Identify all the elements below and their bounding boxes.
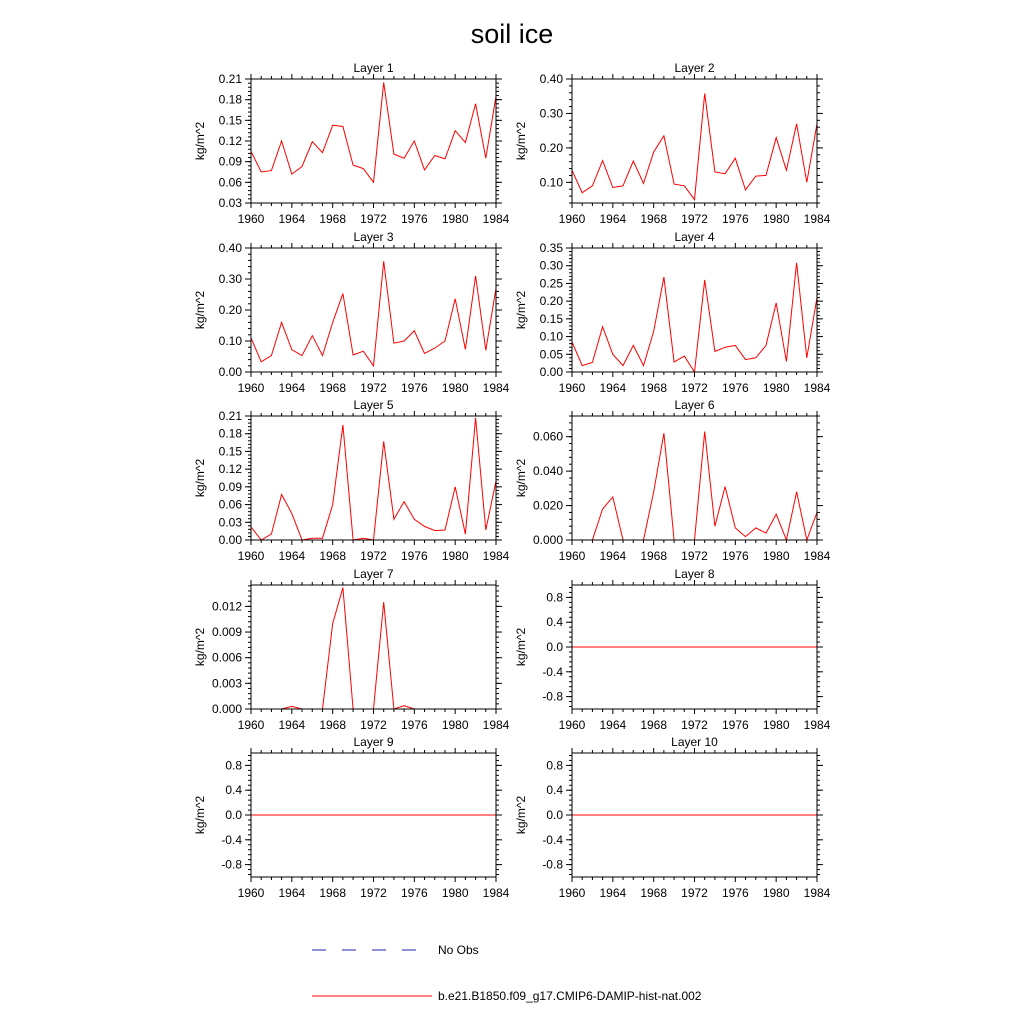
y-tick-label: 0.8 bbox=[546, 590, 563, 605]
panel-title: Layer 1 bbox=[353, 61, 394, 75]
y-tick-label: 0.25 bbox=[539, 276, 563, 291]
plot-frame bbox=[251, 79, 496, 203]
series-line bbox=[251, 418, 496, 540]
y-axis-label: kg/m^2 bbox=[514, 795, 528, 835]
panel-layer-6 bbox=[514, 398, 831, 563]
y-tick-label: 0.09 bbox=[218, 479, 242, 494]
plot-frame bbox=[251, 248, 496, 372]
panel-title: Layer 10 bbox=[671, 735, 718, 749]
y-tick-label: 0.20 bbox=[539, 140, 563, 155]
legend-label-model-run: b.e21.B1850.f09_g17.CMIP6-DAMIP-hist-nat.002 bbox=[438, 989, 702, 1003]
series-line bbox=[251, 588, 496, 709]
x-tick-label: 1984 bbox=[482, 549, 510, 563]
y-tick-label: 0.20 bbox=[218, 303, 242, 317]
x-tick-label: 1964 bbox=[278, 549, 306, 563]
x-tick-label: 1968 bbox=[640, 212, 668, 226]
y-tick-label: 0.060 bbox=[532, 429, 563, 444]
x-tick-label: 1972 bbox=[681, 381, 708, 395]
y-tick-label: -0.4 bbox=[221, 832, 242, 847]
panel-title: Layer 7 bbox=[353, 567, 394, 581]
x-tick-label: 1960 bbox=[558, 381, 586, 395]
x-tick-label: 1980 bbox=[762, 549, 790, 563]
y-axis-label: kg/m^2 bbox=[193, 795, 207, 835]
y-tick-label: 0.4 bbox=[225, 783, 242, 798]
y-tick-label: 0.009 bbox=[211, 625, 242, 640]
x-tick-label: 1980 bbox=[441, 718, 469, 732]
y-tick-label: 0.06 bbox=[218, 175, 242, 190]
x-tick-label: 1984 bbox=[482, 381, 510, 395]
x-tick-label: 1960 bbox=[237, 886, 265, 900]
x-tick-label: 1972 bbox=[681, 886, 708, 900]
x-tick-label: 1964 bbox=[278, 381, 306, 395]
panel-title: Layer 9 bbox=[353, 735, 394, 749]
y-tick-label: 0.40 bbox=[539, 72, 563, 86]
series-line bbox=[251, 82, 496, 182]
legend bbox=[312, 943, 702, 1003]
x-tick-label: 1968 bbox=[319, 886, 347, 900]
plot-frame bbox=[572, 79, 817, 203]
y-tick-label: -0.8 bbox=[542, 689, 563, 704]
y-tick-label: 0.012 bbox=[211, 599, 242, 614]
y-tick-label: 0.000 bbox=[211, 702, 242, 716]
x-tick-label: 1980 bbox=[762, 718, 790, 732]
y-tick-label: 0.15 bbox=[218, 113, 242, 128]
y-tick-label: -0.8 bbox=[542, 857, 563, 872]
x-tick-label: 1980 bbox=[441, 381, 469, 395]
x-tick-label: 1976 bbox=[400, 381, 428, 395]
x-tick-label: 1980 bbox=[762, 381, 790, 395]
plot-frame bbox=[251, 416, 496, 540]
y-tick-label: 0.4 bbox=[546, 783, 563, 798]
x-tick-label: 1968 bbox=[319, 718, 347, 732]
figure-title: soil ice bbox=[470, 19, 554, 49]
x-tick-label: 1960 bbox=[237, 212, 265, 226]
y-tick-label: 0.40 bbox=[218, 241, 242, 255]
x-tick-label: 1964 bbox=[599, 212, 627, 226]
y-tick-label: 0.10 bbox=[539, 329, 563, 344]
x-tick-label: 1960 bbox=[558, 718, 586, 732]
x-tick-label: 1960 bbox=[237, 549, 265, 563]
x-tick-label: 1968 bbox=[319, 212, 347, 226]
x-tick-label: 1976 bbox=[400, 549, 428, 563]
series-line bbox=[572, 263, 817, 372]
x-tick-label: 1972 bbox=[360, 212, 387, 226]
panel-layer-2 bbox=[514, 61, 831, 226]
x-tick-label: 1960 bbox=[558, 549, 586, 563]
y-tick-label: 0.020 bbox=[532, 498, 563, 513]
plot-frame bbox=[572, 416, 817, 540]
x-tick-label: 1964 bbox=[599, 549, 627, 563]
panel-layer-5 bbox=[193, 398, 510, 563]
y-tick-label: 0.21 bbox=[218, 72, 242, 86]
y-tick-label: 0.30 bbox=[539, 106, 563, 121]
panel-title: Layer 5 bbox=[353, 398, 394, 412]
y-axis-label: kg/m^2 bbox=[514, 627, 528, 667]
y-tick-label: 0.003 bbox=[211, 676, 242, 691]
y-tick-label: 0.0 bbox=[546, 640, 563, 654]
series-line bbox=[251, 261, 496, 366]
x-tick-label: 1960 bbox=[237, 718, 265, 732]
x-tick-label: 1980 bbox=[441, 549, 469, 563]
x-tick-label: 1968 bbox=[319, 549, 347, 563]
y-tick-label: 0.10 bbox=[218, 334, 242, 348]
y-tick-label: 0.06 bbox=[218, 497, 242, 512]
y-tick-label: 0.03 bbox=[218, 515, 242, 530]
x-tick-label: 1964 bbox=[278, 718, 306, 732]
x-tick-label: 1968 bbox=[640, 718, 668, 732]
x-tick-label: 1968 bbox=[319, 381, 347, 395]
y-tick-label: 0.03 bbox=[218, 196, 242, 210]
panel-layer-8 bbox=[514, 567, 831, 732]
y-tick-label: 0.006 bbox=[211, 650, 242, 665]
x-tick-label: 1972 bbox=[360, 549, 387, 563]
y-axis-label: kg/m^2 bbox=[193, 458, 207, 498]
y-tick-label: 0.15 bbox=[539, 311, 563, 326]
y-tick-label: -0.8 bbox=[221, 857, 242, 872]
y-tick-label: 0.35 bbox=[539, 241, 563, 255]
x-tick-label: 1968 bbox=[640, 886, 668, 900]
panel-layer-9 bbox=[193, 735, 510, 900]
x-tick-label: 1972 bbox=[360, 886, 387, 900]
x-tick-label: 1976 bbox=[400, 212, 428, 226]
x-tick-label: 1964 bbox=[599, 381, 627, 395]
y-tick-label: 0.30 bbox=[218, 272, 242, 286]
x-tick-label: 1964 bbox=[599, 718, 627, 732]
y-tick-label: 0.8 bbox=[546, 758, 563, 773]
y-tick-label: 0.10 bbox=[539, 175, 563, 190]
x-tick-label: 1972 bbox=[360, 718, 387, 732]
y-tick-label: 0.0 bbox=[546, 808, 563, 822]
y-axis-label: kg/m^2 bbox=[514, 458, 528, 498]
x-tick-label: 1980 bbox=[441, 212, 469, 226]
y-tick-label: 0.15 bbox=[218, 444, 242, 459]
y-tick-label: 0.12 bbox=[218, 462, 242, 477]
x-tick-label: 1972 bbox=[681, 718, 708, 732]
x-tick-label: 1964 bbox=[278, 886, 306, 900]
x-tick-label: 1976 bbox=[721, 718, 749, 732]
y-tick-label: 0.20 bbox=[539, 294, 563, 309]
y-tick-label: 0.00 bbox=[539, 365, 563, 379]
x-tick-label: 1960 bbox=[558, 886, 586, 900]
panel-grid bbox=[193, 61, 831, 900]
panel-layer-10 bbox=[514, 735, 831, 900]
panel-layer-3 bbox=[193, 230, 510, 395]
x-tick-label: 1984 bbox=[803, 381, 831, 395]
y-tick-label: -0.4 bbox=[542, 664, 563, 679]
x-tick-label: 1972 bbox=[681, 549, 708, 563]
x-tick-label: 1968 bbox=[640, 549, 668, 563]
x-tick-label: 1960 bbox=[237, 381, 265, 395]
x-tick-label: 1960 bbox=[558, 212, 586, 226]
panel-layer-7 bbox=[193, 567, 510, 732]
x-tick-label: 1976 bbox=[721, 381, 749, 395]
panel-layer-4 bbox=[514, 230, 831, 395]
panel-layer-1 bbox=[193, 61, 510, 226]
x-tick-label: 1980 bbox=[441, 886, 469, 900]
panel-title: Layer 6 bbox=[674, 398, 715, 412]
y-tick-label: 0.30 bbox=[539, 258, 563, 273]
y-axis-label: kg/m^2 bbox=[514, 121, 528, 161]
y-tick-label: 0.18 bbox=[218, 92, 242, 107]
series-line bbox=[572, 94, 817, 200]
x-tick-label: 1976 bbox=[400, 718, 428, 732]
x-tick-label: 1984 bbox=[803, 886, 831, 900]
y-tick-label: 0.040 bbox=[532, 464, 563, 479]
x-tick-label: 1976 bbox=[721, 212, 749, 226]
x-tick-label: 1968 bbox=[640, 381, 668, 395]
y-tick-label: 0.0 bbox=[225, 808, 242, 822]
y-tick-label: 0.09 bbox=[218, 154, 242, 169]
x-tick-label: 1972 bbox=[681, 212, 708, 226]
x-tick-label: 1964 bbox=[599, 886, 627, 900]
y-axis-label: kg/m^2 bbox=[514, 290, 528, 330]
x-tick-label: 1984 bbox=[803, 212, 831, 226]
y-tick-label: 0.00 bbox=[218, 365, 242, 379]
x-tick-label: 1984 bbox=[482, 212, 510, 226]
x-tick-label: 1984 bbox=[482, 718, 510, 732]
y-axis-label: kg/m^2 bbox=[193, 121, 207, 161]
series-line bbox=[572, 432, 817, 541]
y-axis-label: kg/m^2 bbox=[193, 290, 207, 330]
y-tick-label: 0.21 bbox=[218, 409, 242, 423]
x-tick-label: 1964 bbox=[278, 212, 306, 226]
y-tick-label: 0.18 bbox=[218, 426, 242, 441]
x-tick-label: 1984 bbox=[803, 718, 831, 732]
x-tick-label: 1976 bbox=[721, 549, 749, 563]
x-tick-label: 1984 bbox=[803, 549, 831, 563]
x-tick-label: 1980 bbox=[762, 886, 790, 900]
panel-title: Layer 4 bbox=[674, 230, 715, 244]
x-tick-label: 1980 bbox=[762, 212, 790, 226]
x-tick-label: 1972 bbox=[360, 381, 387, 395]
y-axis-label: kg/m^2 bbox=[193, 627, 207, 667]
plot-frame bbox=[251, 585, 496, 709]
panel-title: Layer 2 bbox=[674, 61, 715, 75]
y-tick-label: 0.4 bbox=[546, 615, 563, 630]
x-tick-label: 1976 bbox=[721, 886, 749, 900]
y-tick-label: -0.4 bbox=[542, 832, 563, 847]
panel-title: Layer 3 bbox=[353, 230, 394, 244]
y-tick-label: 0.000 bbox=[532, 533, 563, 547]
plot-frame bbox=[572, 248, 817, 372]
legend-label-no-obs: No Obs bbox=[438, 943, 479, 957]
y-tick-label: 0.05 bbox=[539, 347, 563, 362]
y-tick-label: 0.8 bbox=[225, 758, 242, 773]
y-tick-label: 0.12 bbox=[218, 134, 242, 148]
x-tick-label: 1976 bbox=[400, 886, 428, 900]
x-tick-label: 1984 bbox=[482, 886, 510, 900]
panel-title: Layer 8 bbox=[674, 567, 715, 581]
y-tick-label: 0.00 bbox=[218, 533, 242, 547]
